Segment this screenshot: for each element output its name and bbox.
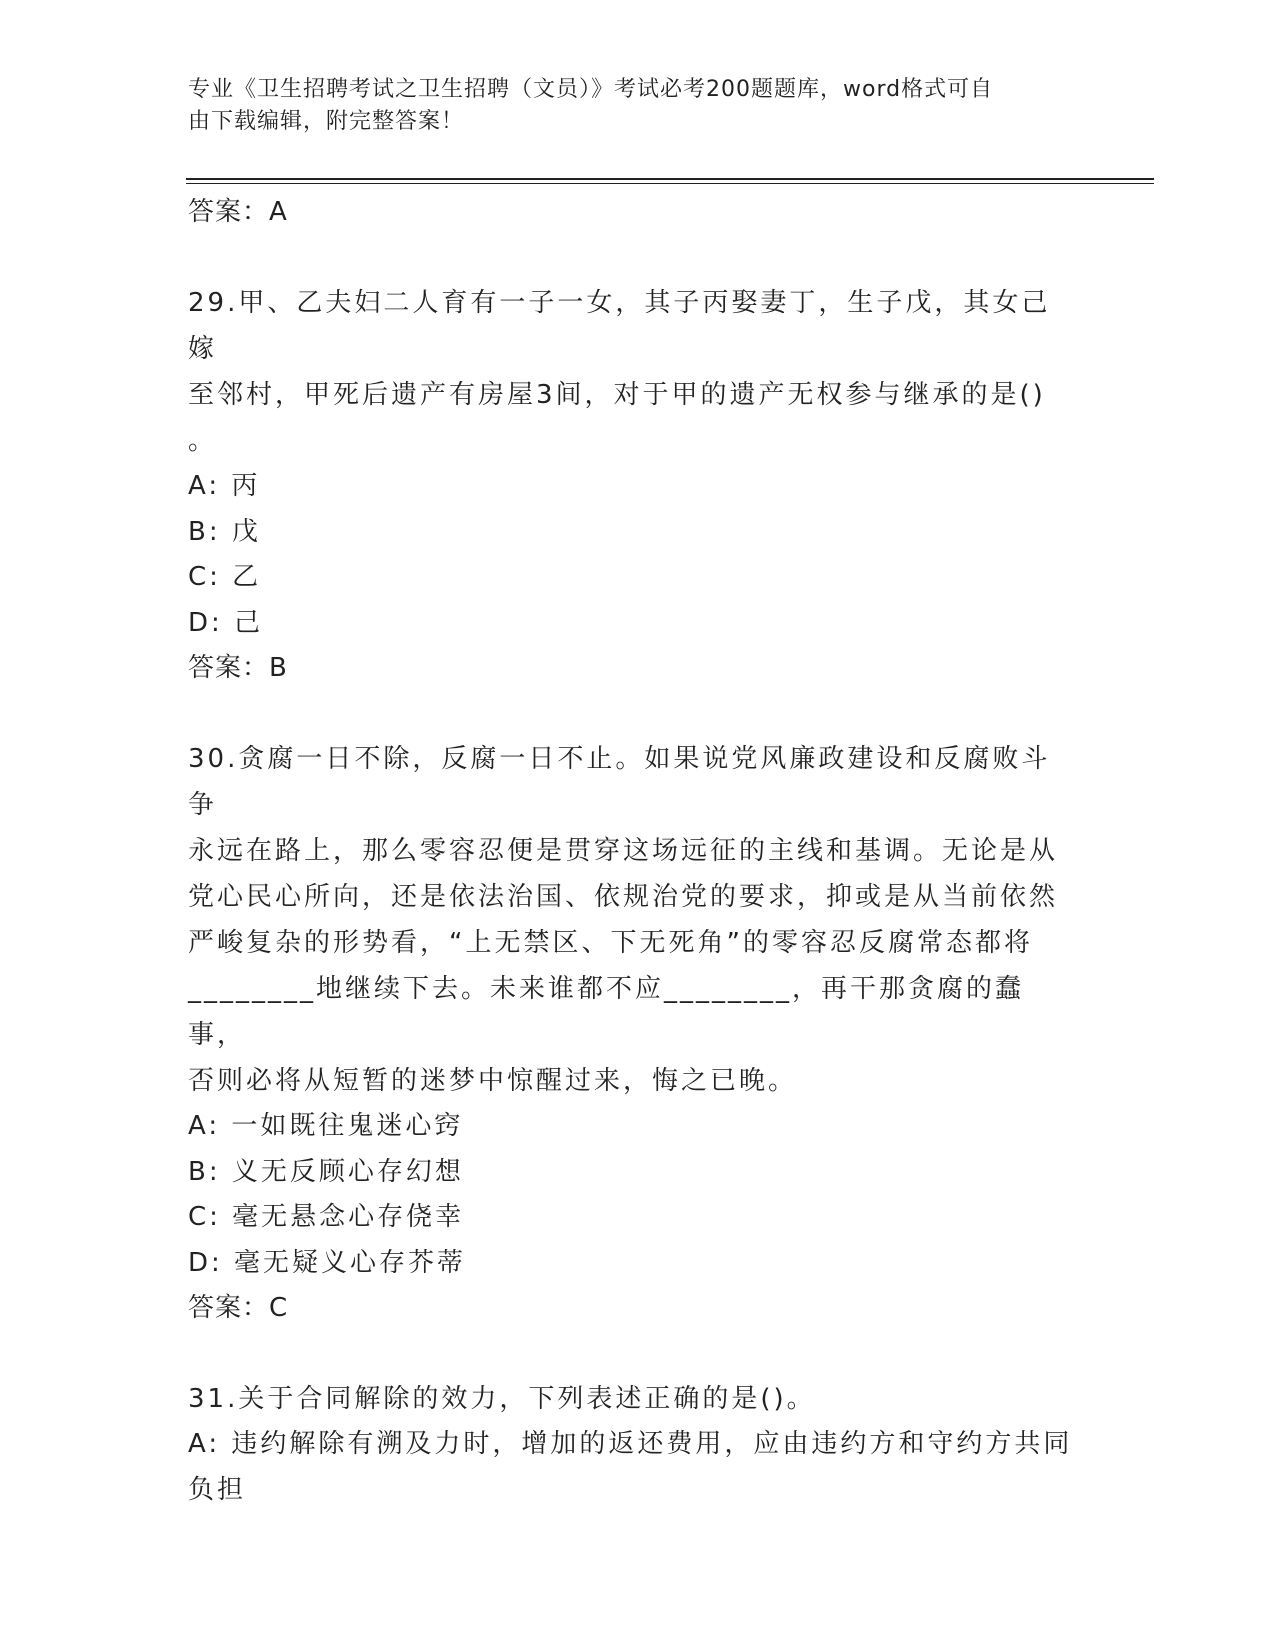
header-rule-thin: [186, 183, 1154, 184]
spacer: [188, 690, 1088, 736]
header-line-1: 专业《卫生招聘考试之卫生招聘（文员）》考试必考200题题库，word格式可自: [188, 77, 994, 102]
question-29-line-3: 。: [188, 426, 218, 456]
question-31-option-a-line-2: 负担: [188, 1474, 247, 1505]
question-30-line-1: 30.贪腐一日不除，反腐一日不止。如果说党风廉政建设和反腐败斗争: [188, 744, 1051, 820]
page-header: [188, 74, 1068, 138]
answer-28: 答案：A: [188, 197, 288, 227]
question-29-option-d: D: 己: [188, 607, 264, 638]
question-29-option-a: A: 丙: [188, 471, 261, 501]
header-line-2: 由下载编辑，附完整答案！: [188, 109, 465, 134]
question-31-line-1: 31.关于合同解除的效力，下列表述正确的是()。: [188, 1384, 816, 1414]
question-31: [188, 1376, 1088, 1513]
question-30-line-3: 党心民心所向，还是依法治国、依规治党的要求，抑或是从当前依然: [188, 882, 1059, 912]
spacer: [188, 234, 1088, 280]
question-29-option-b: B: 戊: [188, 516, 261, 547]
header-rule-thick: [186, 178, 1154, 180]
answer-30: 答案：C: [188, 1293, 289, 1323]
question-30-line-4: 严峻复杂的形势看，“上无禁区、下无死角”的零容忍反腐常态都将: [188, 928, 1033, 958]
question-30-line-5: ________地继续下去。未来谁都不应________，再干那贪腐的蠢事，: [188, 974, 1025, 1050]
question-31-option-a-line-1: A: 违约解除有溯及力时，增加的返还费用，应由违约方和守约方共同: [188, 1429, 1073, 1459]
question-30-line-2: 永远在路上，那么零容忍便是贯穿这场远征的主线和基调。无论是从: [188, 836, 1059, 866]
document-body: [188, 190, 1088, 1513]
question-30-option-a: A: 一如既往鬼迷心窍: [188, 1111, 464, 1141]
answer-29: 答案：B: [188, 653, 288, 683]
question-29-option-c: C: 乙: [188, 562, 262, 592]
question-29-line-2: 至邻村，甲死后遗产有房屋3间，对于甲的遗产无权参与继承的是(): [188, 380, 1046, 410]
question-30-line-6: 否则必将从短暂的迷梦中惊醒过来，悔之已晚。: [188, 1066, 798, 1096]
question-30-option-d: D: 毫无疑义心存芥蒂: [188, 1247, 467, 1278]
question-30-option-b: B: 义无反顾心存幻想: [188, 1156, 464, 1187]
question-29-line-1: 29.甲、乙夫妇二人育有一子一女，其子丙娶妻丁，生子戊，其女己嫁: [188, 288, 1051, 364]
question-30: [188, 736, 1088, 1330]
question-29: [188, 280, 1088, 690]
spacer: [188, 1330, 1088, 1376]
question-30-option-c: C: 毫无悬念心存侥幸: [188, 1202, 465, 1232]
